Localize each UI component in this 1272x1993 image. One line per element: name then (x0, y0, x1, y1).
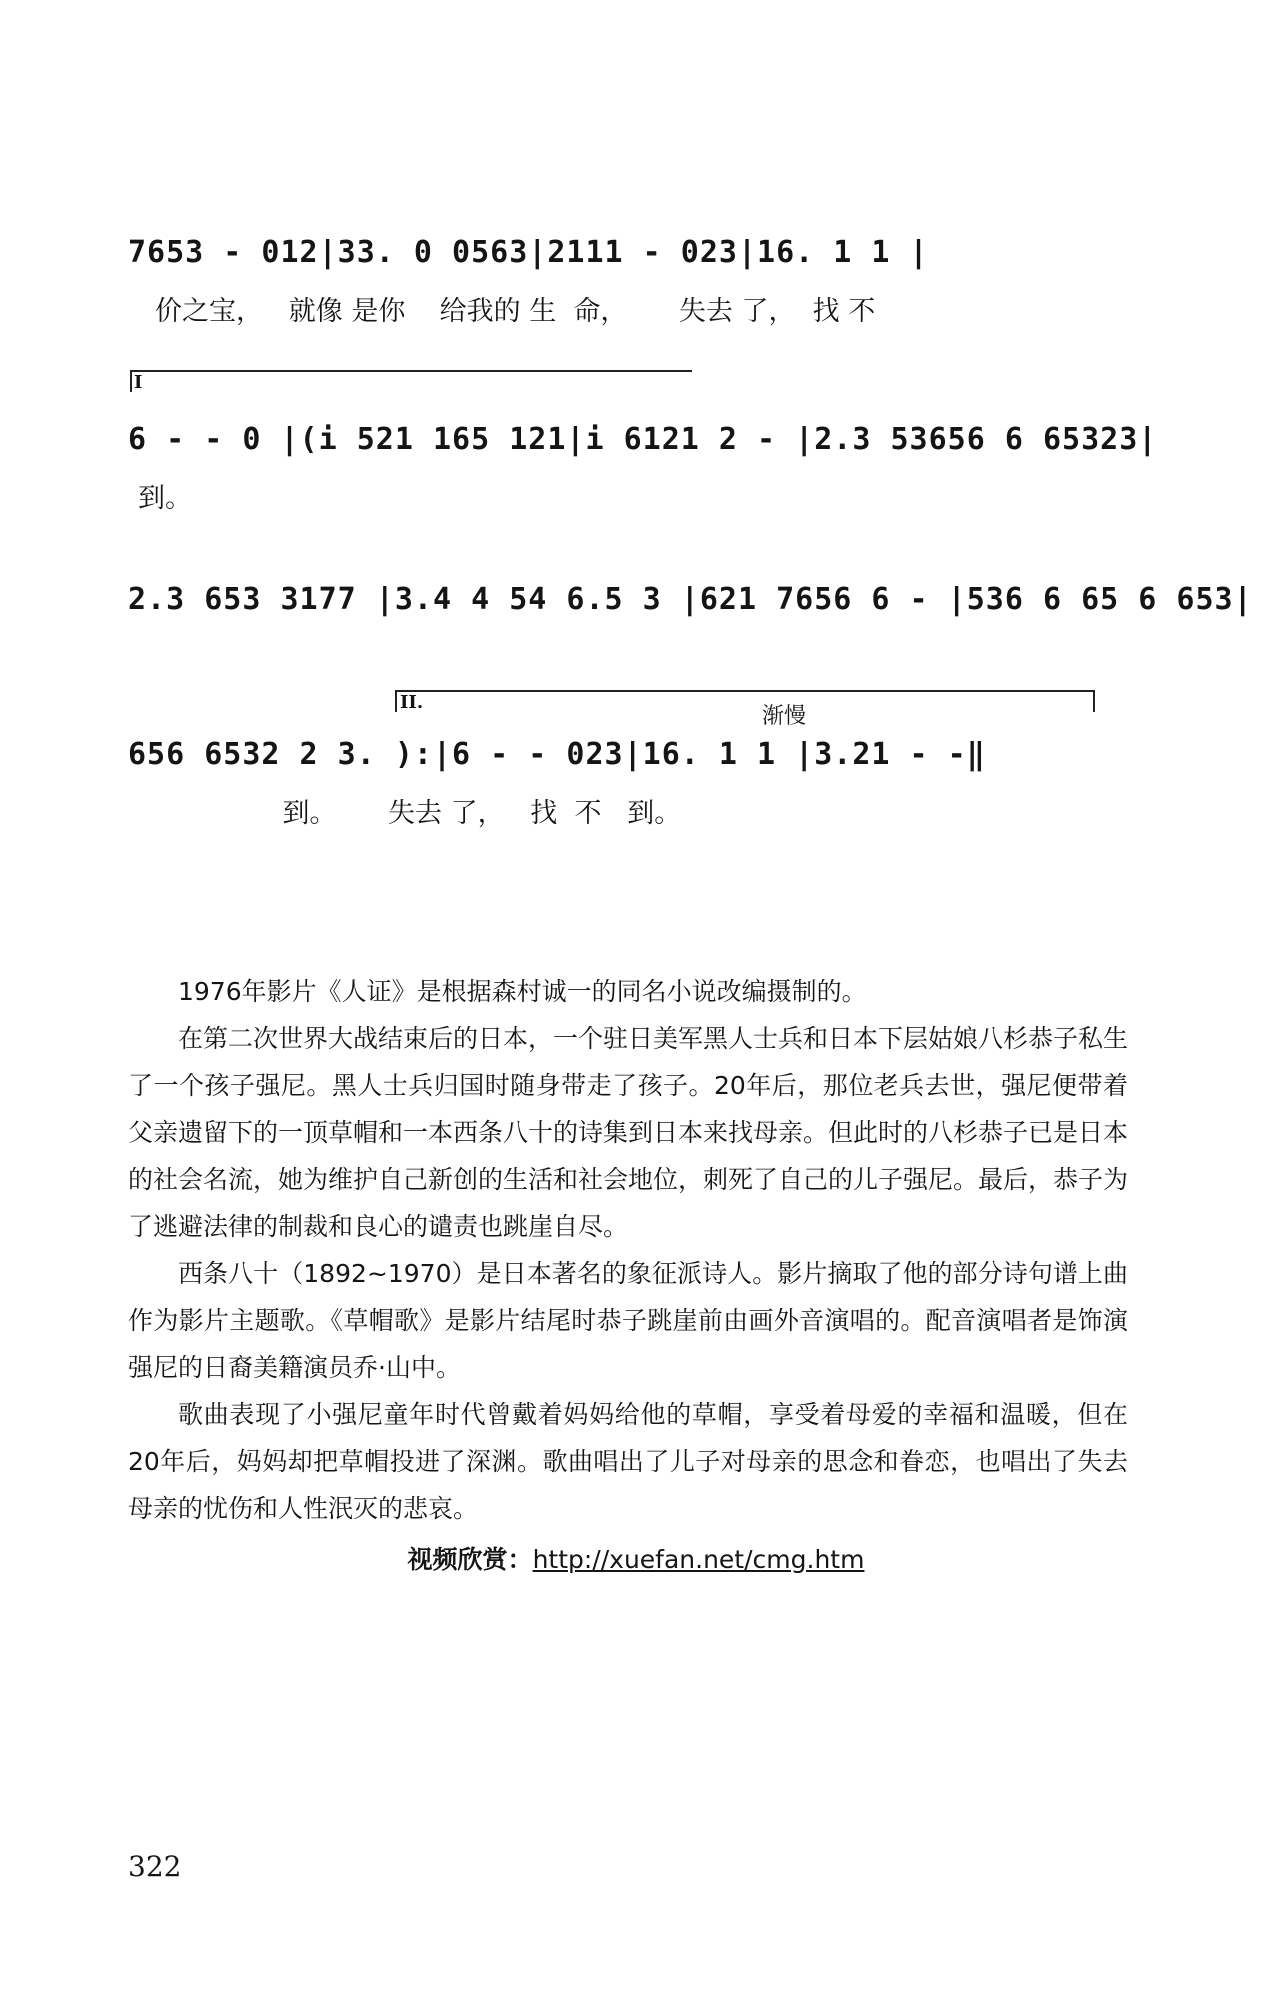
article-paragraph: 西条八十（1892~1970）是日本著名的象征派诗人。影片摘取了他的部分诗句谱上曲作为影片主题歌。《草帽歌》是影片结尾时恭子跳崖前由画外音演唱的。配音演唱者是饰演强尼的日裔美籍演员乔·山中。 (128, 1259, 1128, 1382)
score-notation-line-3: 2.3 653 3177 |3.4 4 54 6.5 3 |621 7656 6 - |536 6 65 6 653| (128, 582, 1253, 617)
volta-first-label: I (134, 372, 143, 393)
article-body (128, 968, 1128, 1532)
lyric-line-2: 到。 (138, 483, 192, 514)
video-link-line (0, 1540, 1272, 1576)
tempo-mark: 渐慢 (762, 704, 807, 729)
volta-second-label: II. (400, 692, 424, 713)
article-paragraph: 1976年影片《人证》是根据森村诚一的同名小说改编摄制的。 (178, 977, 867, 1006)
video-url-link[interactable]: http://xuefan.net/cmg.htm (532, 1545, 865, 1574)
score-notation-line-4: 656 6532 2 3. ):|6 - - 023|16. 1 1 |3.21 - -‖ (128, 737, 986, 772)
page-number: 322 (128, 1850, 182, 1883)
volta-second-tick-right (1093, 690, 1095, 712)
article-paragraph: 在第二次世界大战结束后的日本，一个驻日美军黑人士兵和日本下层姑娘八杉恭子私生了一个孩子强尼。黑人士兵归国时随身带走了孩子。20年后，那位老兵去世，强尼便带着父亲遗留下的一顶草帽和一本西条八十的诗集到日本来找母亲。但此时的八杉恭子已是日本的社会名流，她为维护自己新创的生活和社会地位，刺死了自己的儿子强尼。最后，恭子为了逃避法律的制裁和良心的谴责也跳崖自尽。 (128, 1024, 1129, 1241)
volta-first-line (130, 370, 692, 372)
volta-second-tick-left (395, 690, 397, 712)
volta-first-tick (130, 370, 132, 392)
volta-second-line (395, 690, 1095, 692)
score-notation-line-1: 7653 - 012|33. 0 0563|2111 - 023|16. 1 1 | (128, 235, 929, 270)
score-notation-line-2: 6 - - 0 |(i 521 165 121|i 6121 2 - |2.3 53656 6 65323| (128, 422, 1158, 457)
lyric-line-4: 到。 失去 了， 找 不 到。 (128, 798, 682, 829)
video-label: 视频欣赏： (407, 1545, 533, 1574)
article-paragraph: 歌曲表现了小强尼童年时代曾戴着妈妈给他的草帽，享受着母爱的幸福和温暖，但在20年后，妈妈却把草帽投进了深渊。歌曲唱出了儿子对母亲的思念和眷恋，也唱出了失去母亲的忧伤和人性泯灭的悲哀。 (128, 1400, 1128, 1523)
lyric-line-1: 价之宝， 就像 是你 给我的 生 命， 失去 了， 找 不 (155, 296, 876, 327)
